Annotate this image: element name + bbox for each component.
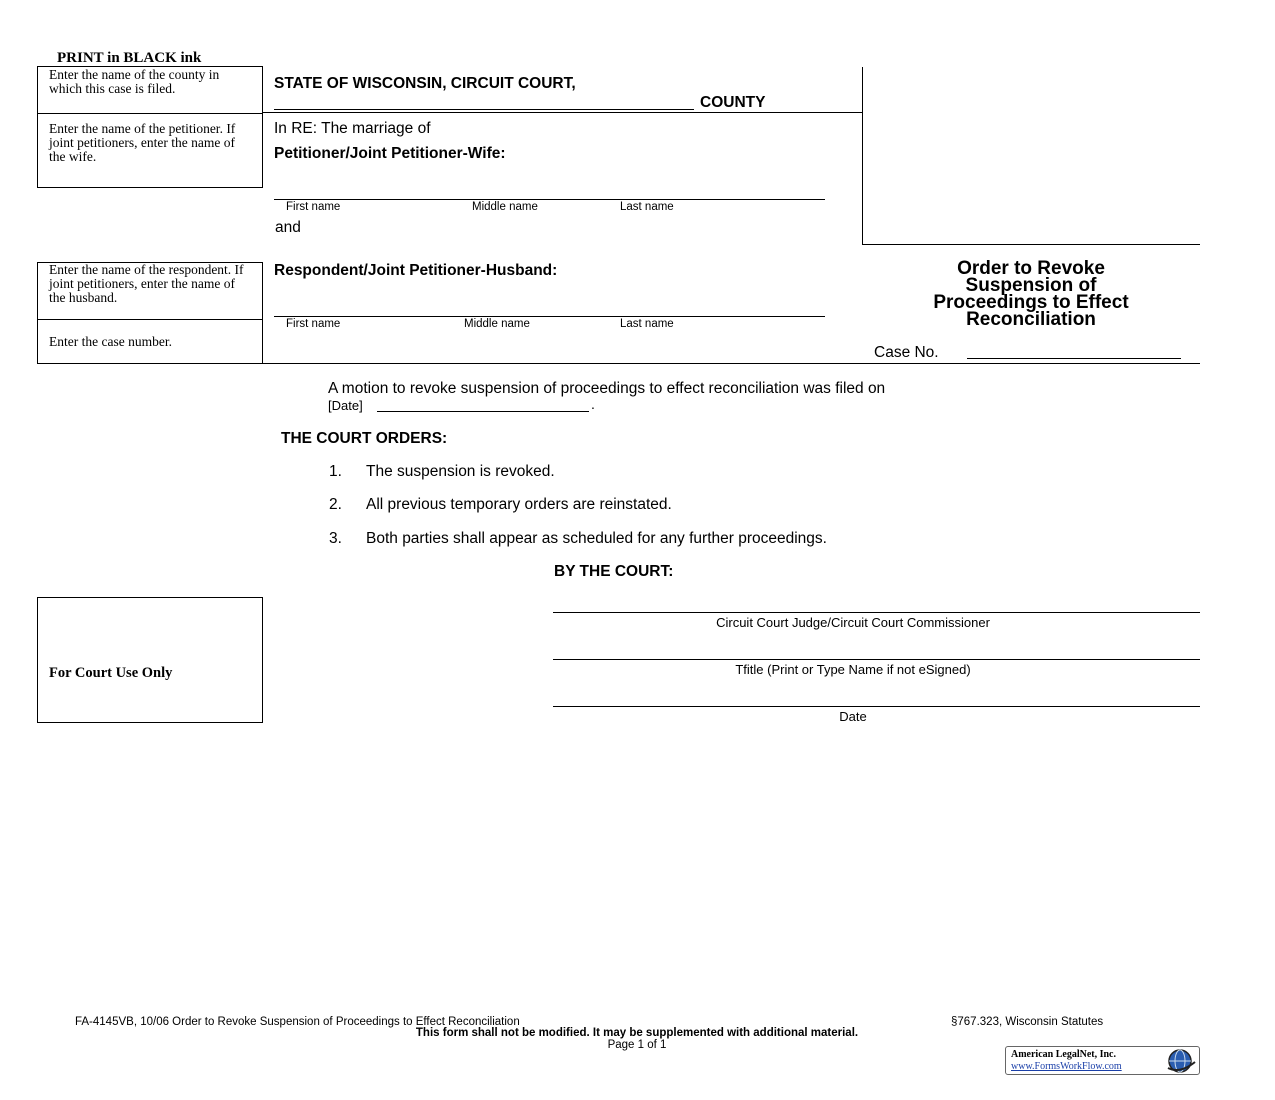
title-field[interactable] xyxy=(553,632,1200,660)
instruction-county: Enter the name of the county in which this case is filed. xyxy=(49,67,220,96)
order-number: 2. xyxy=(329,496,342,513)
motion-date-field[interactable] xyxy=(377,396,589,412)
orders-heading: THE COURT ORDERS: xyxy=(281,430,448,447)
american-legalnet-logo[interactable] xyxy=(1005,1046,1200,1075)
date-period: . xyxy=(591,396,595,412)
form-title xyxy=(880,260,1182,328)
order-number: 3. xyxy=(329,530,342,547)
court-use-box xyxy=(37,597,263,723)
and-text: and xyxy=(275,219,301,236)
petitioner-name-field[interactable] xyxy=(274,170,825,200)
order-text: All previous temporary orders are reinstated. xyxy=(366,496,672,513)
judge-signature-label: Circuit Court Judge/Circuit Court Commissioner xyxy=(716,615,990,630)
form-title-line-2: Suspension of xyxy=(965,275,1097,296)
title-label: Tfitle (Print or Type Name if not eSigned) xyxy=(735,662,971,677)
caption-bottom-rule xyxy=(37,363,1200,364)
globe-icon xyxy=(1162,1048,1198,1074)
county-label: COUNTY xyxy=(700,94,766,111)
order-text: Both parties shall appear as scheduled for any further proceedings. xyxy=(366,530,827,547)
print-note: PRINT in BLACK ink xyxy=(57,50,202,66)
instruction-respondent: Enter the name of the respondent. If joint petitioners, enter the name of the husband. xyxy=(49,262,244,305)
instruction-petitioner: Enter the name of the petitioner. If joint petitioners, enter the name of the wife. xyxy=(49,121,236,164)
case-no-field[interactable] xyxy=(967,342,1181,359)
petitioner-last-name-label: Last name xyxy=(620,201,674,213)
respondent-first-name-label: First name xyxy=(286,318,341,330)
case-no-label: Case No. xyxy=(874,344,939,361)
petitioner-label: Petitioner/Joint Petitioner-Wife: xyxy=(274,145,506,162)
instruction-case-number: Enter the case number. xyxy=(49,334,172,349)
logo-name: American LegalNet, Inc. xyxy=(1011,1049,1116,1060)
court-use-label: For Court Use Only xyxy=(49,665,173,681)
stamp-box-left xyxy=(862,67,863,245)
page-number: Page 1 of 1 xyxy=(607,1039,667,1051)
respondent-name-field[interactable] xyxy=(274,287,825,317)
petitioner-first-name-label: First name xyxy=(286,201,341,213)
judge-signature-field[interactable] xyxy=(553,585,1200,613)
logo-url[interactable]: www.FormsWorkFlow.com xyxy=(1011,1061,1122,1072)
form-title-line-1: Order to Revoke xyxy=(957,258,1105,279)
in-re-text: In RE: The marriage of xyxy=(274,120,431,137)
footer-notice: This form shall not be modified. It may be supplemented with additional material. xyxy=(415,1027,859,1039)
form-title-line-4: Reconciliation xyxy=(966,309,1096,330)
petitioner-middle-name-label: Middle name xyxy=(472,201,538,213)
county-name-field[interactable] xyxy=(274,93,694,110)
order-text: The suspension is revoked. xyxy=(366,463,555,480)
respondent-last-name-label: Last name xyxy=(620,318,674,330)
motion-text: A motion to revoke suspension of proceedings to effect reconciliation was filed on xyxy=(328,380,886,397)
respondent-middle-name-label: Middle name xyxy=(464,318,530,330)
court-title-rule xyxy=(263,112,863,113)
stamp-box-bottom xyxy=(862,244,1200,245)
court-title: STATE OF WISCONSIN, CIRCUIT COURT, xyxy=(274,75,576,92)
date-signed-field[interactable] xyxy=(553,679,1200,707)
form-id: FA-4145VB, 10/06 Order to Revoke Suspension of Proceedings to Effect Reconciliation xyxy=(75,1016,520,1028)
form-title-line-3: Proceedings to Effect xyxy=(933,292,1129,313)
statute: §767.323, Wisconsin Statutes xyxy=(951,1016,1104,1028)
divider xyxy=(37,319,263,320)
by-the-court: BY THE COURT: xyxy=(554,563,674,580)
date-label: [Date] xyxy=(328,398,363,413)
order-number: 1. xyxy=(329,463,342,480)
date-signed-label: Date xyxy=(839,709,867,724)
respondent-label: Respondent/Joint Petitioner-Husband: xyxy=(274,262,558,279)
divider xyxy=(37,113,263,114)
